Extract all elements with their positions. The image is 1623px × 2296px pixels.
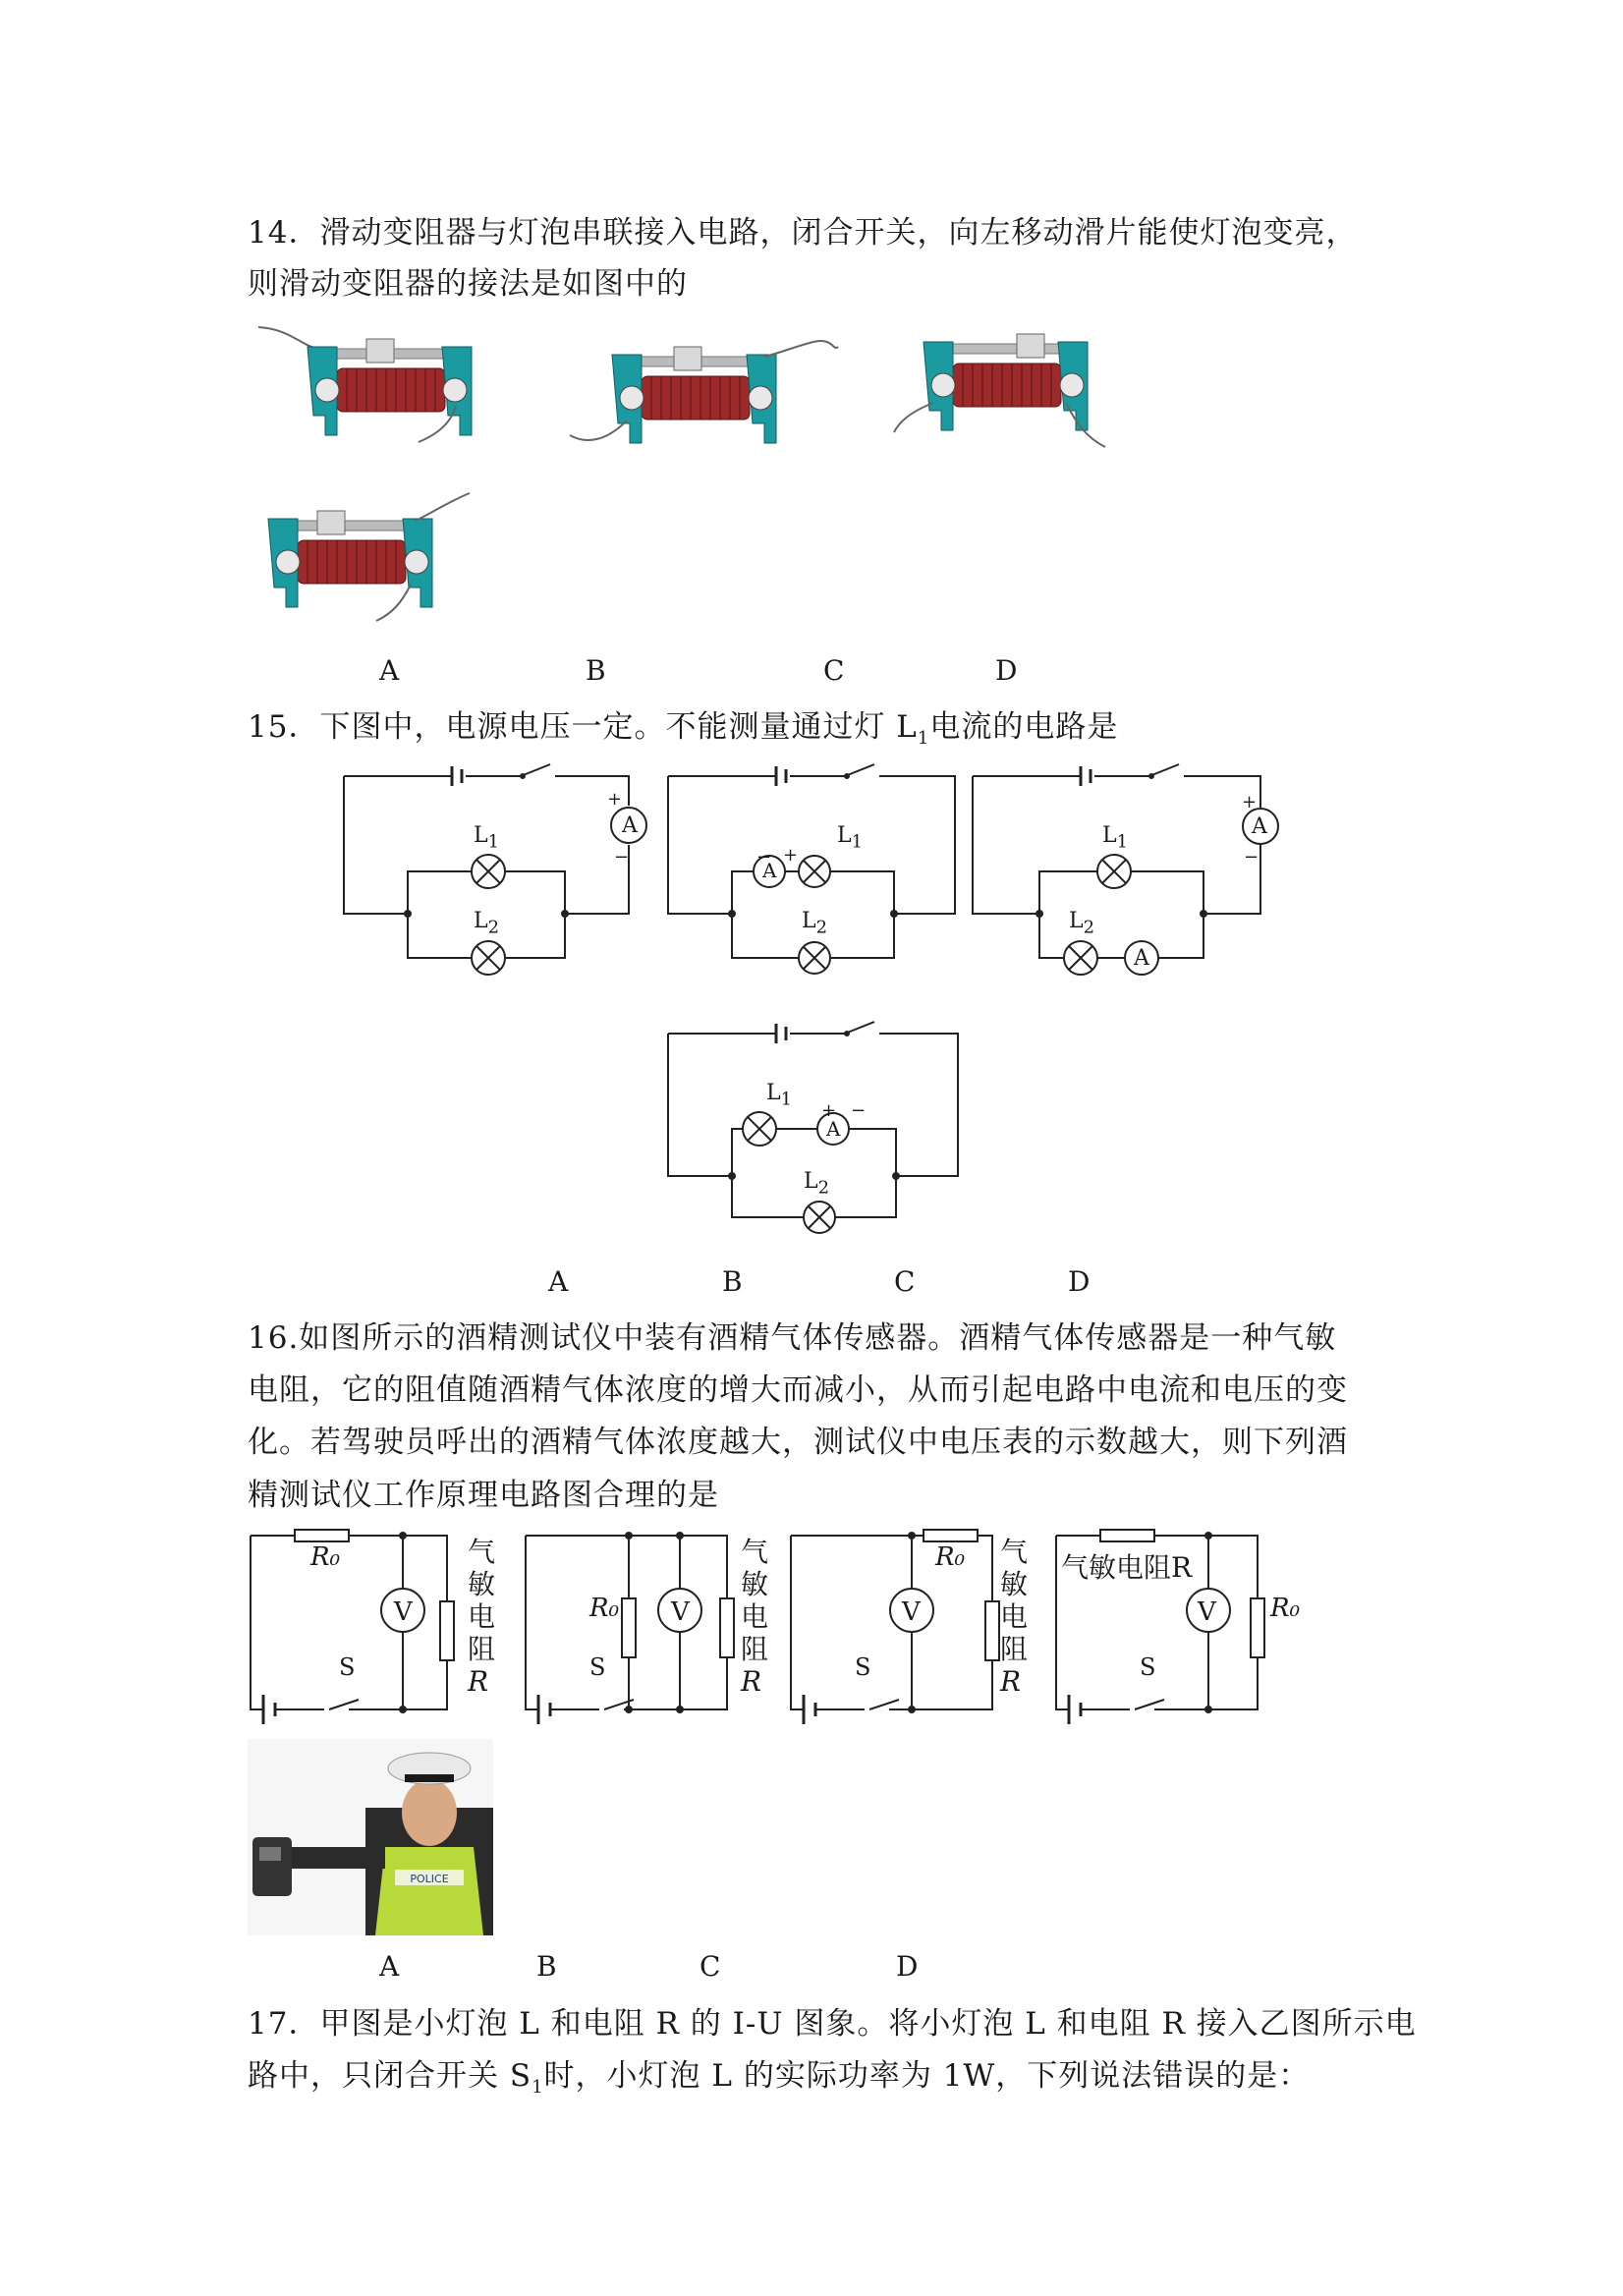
q16-option-d[interactable]: D xyxy=(896,1950,919,1983)
circuit-b-lamp2-label: $L_2$ xyxy=(802,909,828,938)
circuit-d xyxy=(668,1019,963,1235)
circuit-a-plus: + xyxy=(607,789,623,810)
q16-line1: 16.如图所示的酒精测试仪中装有酒精气体传感器。酒精气体传感器是一种气敏 xyxy=(248,1320,1337,1356)
q14-line1: 14．滑动变阻器与灯泡串联接入电路，闭合开关，向左移动滑片能使灯泡变亮， xyxy=(248,215,1358,251)
q14-option-c[interactable]: C xyxy=(823,654,845,687)
circuit-d-lamp2-label: $L_2$ xyxy=(804,1169,830,1199)
circuit-c-plus: + xyxy=(1242,792,1258,812)
sensor-a-vertical-label: 气 敏 电 阻 R xyxy=(468,1536,496,1698)
sensor-d-switch-label: S xyxy=(1140,1653,1156,1681)
q14-option-b[interactable]: B xyxy=(586,654,606,687)
q16-option-a[interactable]: A xyxy=(379,1950,400,1983)
circuit-d-lamp1-label: $L_1$ xyxy=(766,1081,793,1110)
q16-line2: 电阻，它的阻值随酒精气体浓度的增大而减小，从而引起电路中电流和电压的变 xyxy=(248,1372,1348,1408)
sensor-d-r0-label: R₀ xyxy=(1270,1594,1300,1623)
circuit-b-plus: + xyxy=(783,845,799,866)
rheostat-figure-a xyxy=(253,319,499,447)
circuit-d-plus: + xyxy=(821,1100,837,1121)
circuit-c-ammeter1-label: A xyxy=(1252,814,1267,839)
sensor-circuit-c xyxy=(786,1528,1002,1719)
sensor-b-voltmeter-label: V xyxy=(671,1597,690,1627)
police-photo xyxy=(248,1739,493,1935)
sensor-a-switch-label: S xyxy=(339,1653,356,1681)
circuit-a xyxy=(344,761,648,978)
circuit-c-lamp2-label: $L_2$ xyxy=(1069,909,1095,938)
circuit-b-minus: − xyxy=(756,847,772,868)
rheostat-figure-d xyxy=(253,491,479,629)
q15-option-a[interactable]: A xyxy=(548,1265,569,1298)
q17-line1: 17．甲图是小灯泡 L 和电阻 R 的 I-U 图象。将小灯泡 L 和电阻 R 接入乙图所示电 xyxy=(248,2006,1417,2042)
circuit-b-ammeter-label: A xyxy=(762,859,777,882)
circuit-b xyxy=(668,761,963,978)
sensor-c-r0-label: R₀ xyxy=(935,1542,965,1572)
police-badge: POLICE xyxy=(410,1873,449,1885)
q16-option-b[interactable]: B xyxy=(536,1950,557,1983)
q14-option-a[interactable]: A xyxy=(379,654,400,687)
circuit-c-lamp1-label: $L_1$ xyxy=(1102,823,1129,853)
q14-line2: 则滑动变阻器的接法是如图中的 xyxy=(248,266,688,302)
q17-line2: 路中，只闭合开关 $S_1$时，小灯泡 L 的实际功率为 1W，下列说法错误的是： xyxy=(248,2058,1311,2099)
circuit-b-lamp1-label: $L_1$ xyxy=(837,823,864,853)
q15-option-b[interactable]: B xyxy=(722,1265,743,1298)
sensor-d-voltmeter-label: V xyxy=(1198,1597,1216,1627)
q16-option-c[interactable]: C xyxy=(700,1950,721,1983)
rheostat-figure-c xyxy=(889,324,1115,452)
circuit-a-lamp1-label: $L_1$ xyxy=(474,823,500,853)
q15-line1: 15．下图中，电源电压一定。不能测量通过灯 $L_1$电流的电路是 xyxy=(248,709,1119,750)
circuit-a-ammeter-label: A xyxy=(622,813,638,838)
circuit-c xyxy=(973,761,1277,978)
sensor-d-horizontal-label: 气敏电阻R xyxy=(1061,1551,1193,1584)
sensor-c-voltmeter-label: V xyxy=(902,1597,921,1627)
sensor-a-r0-label: R₀ xyxy=(310,1542,340,1572)
circuit-c-minus: − xyxy=(1244,847,1259,868)
circuit-a-lamp2-label: $L_2$ xyxy=(474,909,500,938)
circuit-a-minus: − xyxy=(614,847,630,868)
q15-option-c[interactable]: C xyxy=(894,1265,916,1298)
circuit-c-ammeter2-label: A xyxy=(1134,946,1149,971)
sensor-a-voltmeter-label: V xyxy=(394,1597,413,1627)
q14-option-d[interactable]: D xyxy=(995,654,1018,687)
q15-option-d[interactable]: D xyxy=(1068,1265,1091,1298)
circuit-d-ammeter-label: A xyxy=(826,1117,841,1141)
circuit-d-minus: − xyxy=(851,1100,867,1121)
rheostat-figure-b xyxy=(568,342,843,455)
q16-line4: 精测试仪工作原理电路图合理的是 xyxy=(248,1478,719,1513)
sensor-c-switch-label: S xyxy=(855,1653,871,1681)
sensor-b-r0-label: R₀ xyxy=(589,1594,619,1623)
q16-line3: 化。若驾驶员呼出的酒精气体浓度越大，测试仪中电压表的示数越大，则下列酒 xyxy=(248,1425,1348,1460)
sensor-b-vertical-label: 气 敏 电 阻 R xyxy=(741,1536,769,1698)
sensor-circuit-a xyxy=(246,1528,462,1719)
sensor-c-vertical-label: 气 敏 电 阻 R xyxy=(1000,1536,1029,1698)
sensor-b-switch-label: S xyxy=(589,1653,606,1681)
sensor-circuit-b xyxy=(521,1528,737,1719)
